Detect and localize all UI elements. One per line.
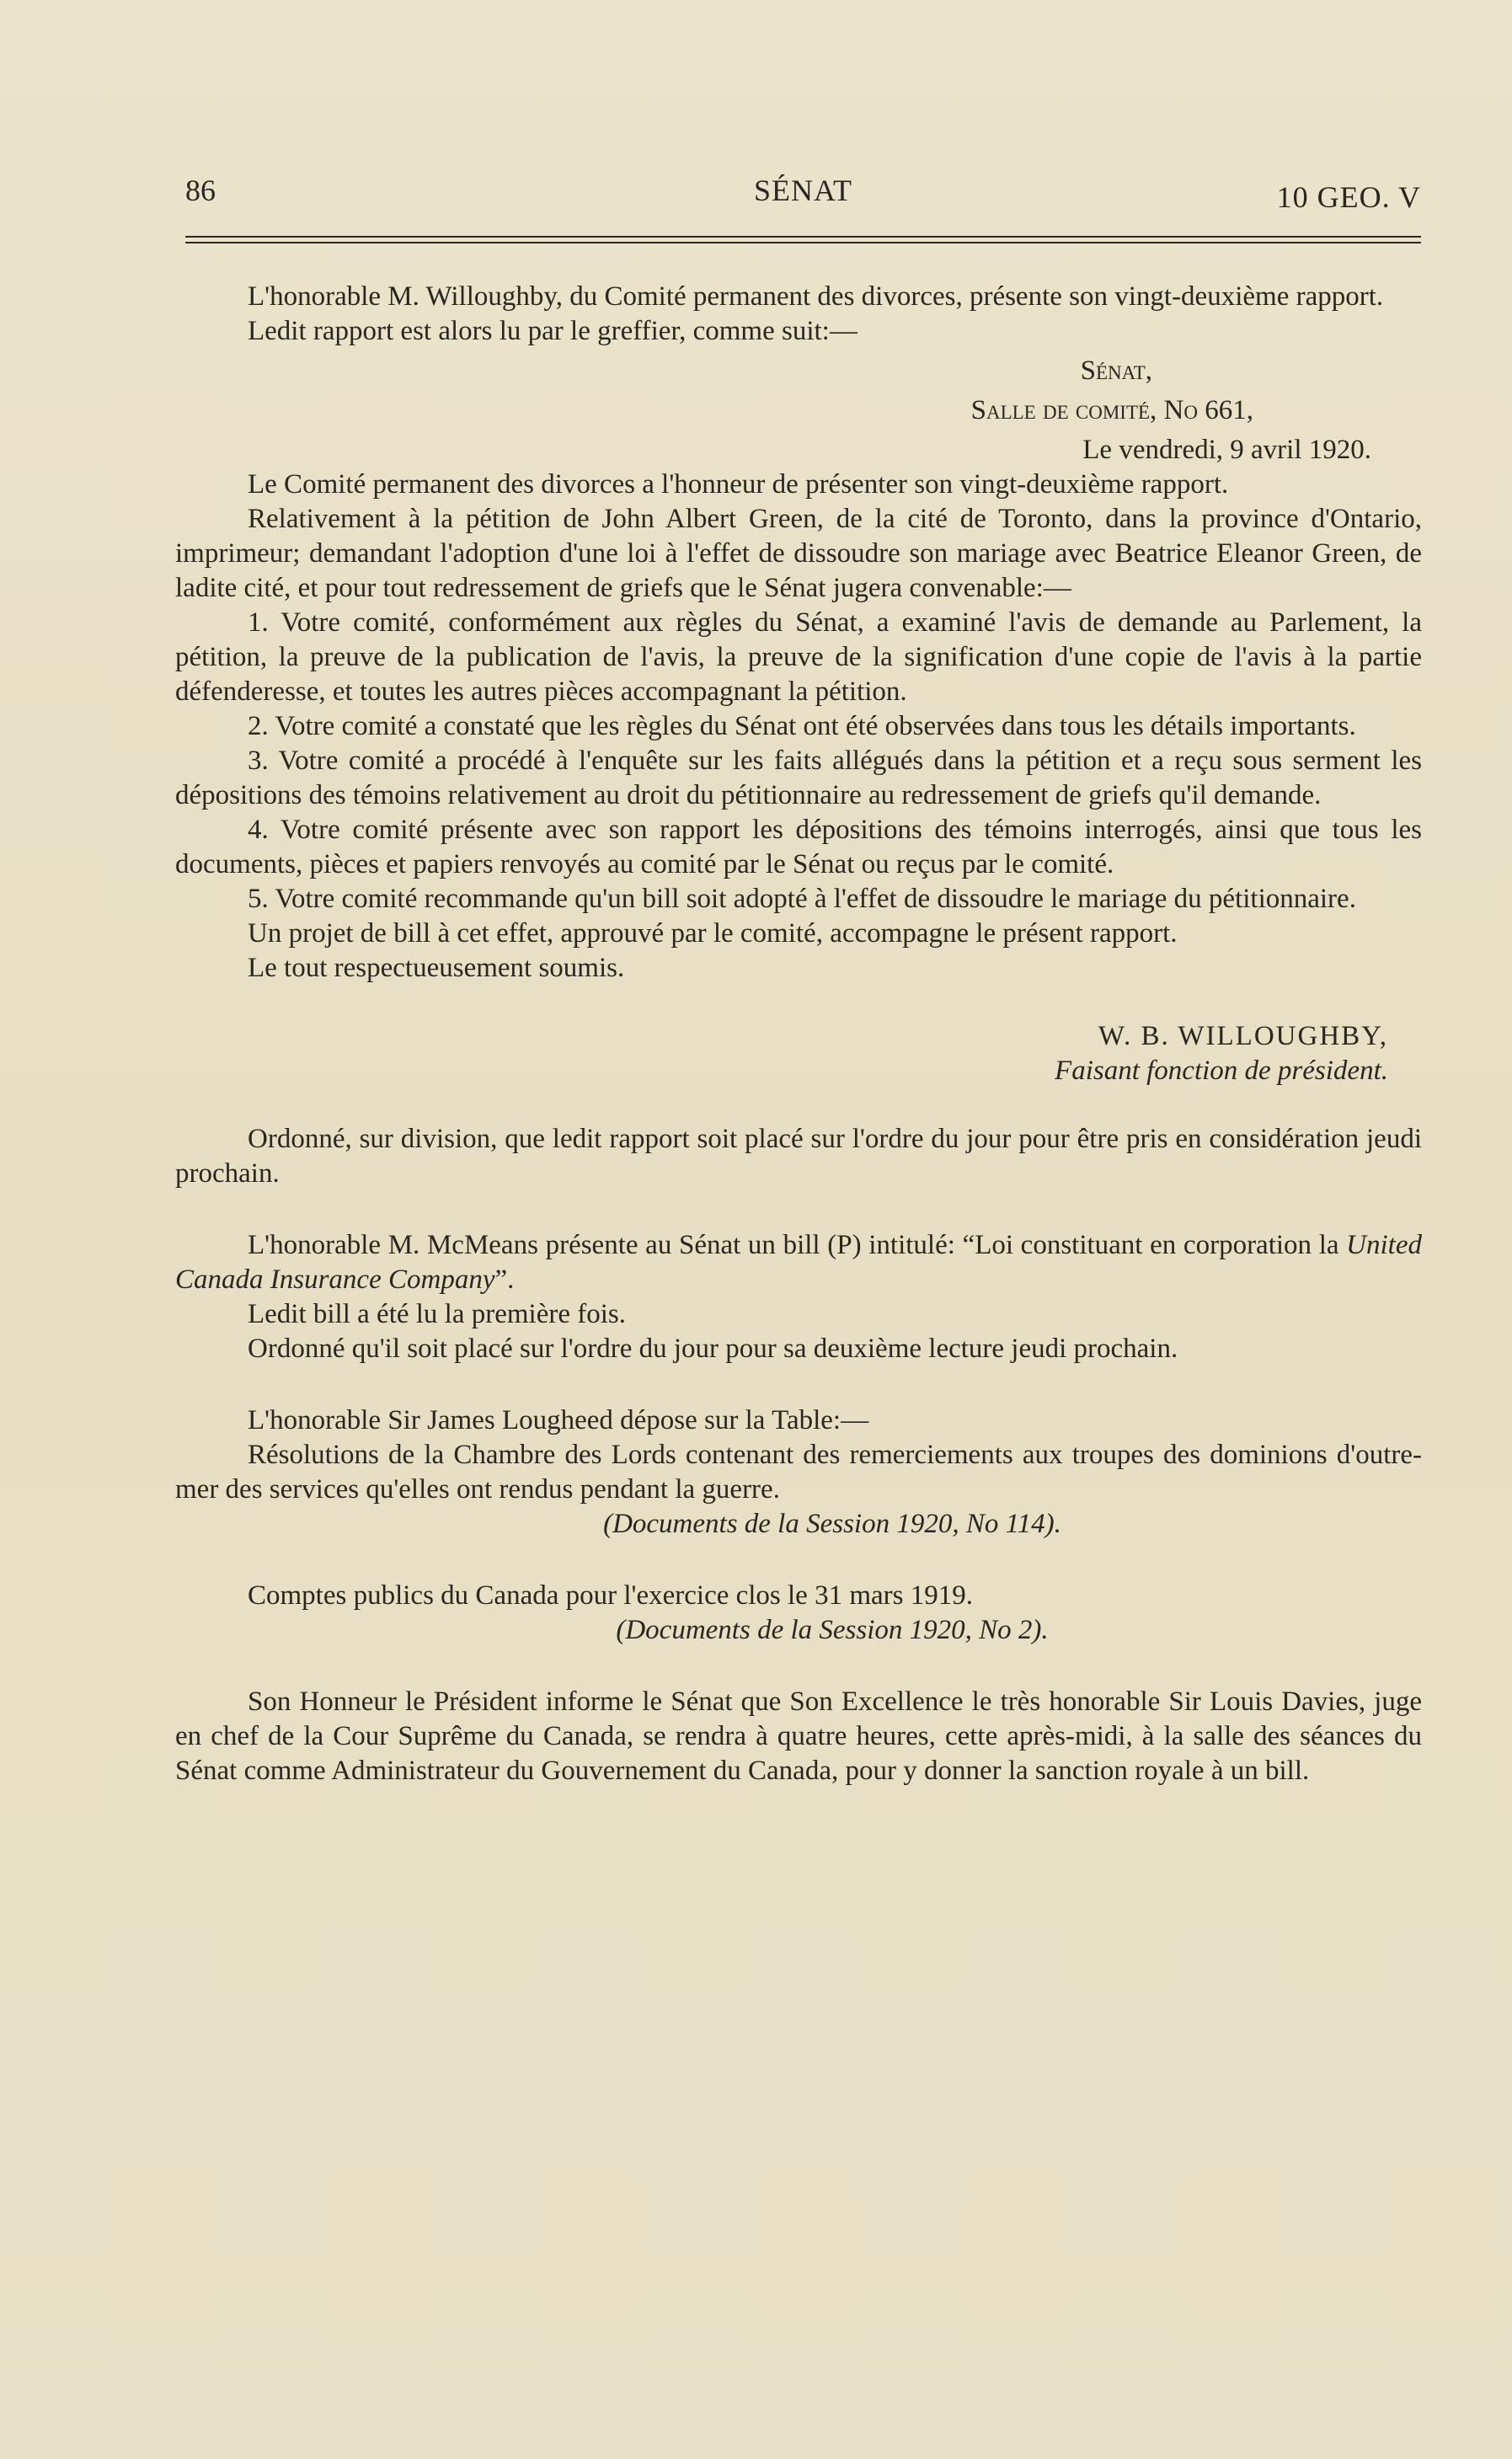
bill-first-reading: Ledit bill a été lu la première fois. xyxy=(248,1299,626,1329)
report-item-3: 3. Votre comité a procédé à l'enquête sur les faits allégués dans la pétition et a reçu sous serment les dépositions des témoins relativement au droit du pétitionnaire au redressement de griefs qu'il demande. xyxy=(175,746,1422,810)
report-heading-senate: Sénat, xyxy=(1080,355,1152,386)
table-intro: L'honorable Sir James Lougheed dépose sur la Table:— xyxy=(248,1405,869,1435)
signature-role: Faisant fonction de président. xyxy=(1055,1056,1388,1086)
report-petition: Relativement à la pétition de John Albert Green, de la cité de Toronto, dans la province d'Ontario, imprimeur; demandant l'adoption d'une loi à l'effet de dissoudre son mariage avec Beatrice Eleanor Green, de ladite cité, et pour tout redressement de griefs que le Sénat jugera convenable:— xyxy=(175,504,1422,603)
room-text: Salle de comité, No 661, xyxy=(970,395,1253,425)
report-honour: Le Comité permanent des divorces a l'honneur de présenter son vingt-deuxième rapport. xyxy=(248,469,1229,500)
report-item-1: 1. Votre comité, conformément aux règles du Sénat, a examiné l'avis de demande au Parlement, la pétition, la preuve de la publication de l'avis, la preuve de la signification d'une copie de l'avis à la partie défenderesse, et toutes les autres pièces accompagnant la pétition. xyxy=(175,607,1422,707)
page-body xyxy=(175,280,1422,1788)
page-header xyxy=(185,173,1421,223)
announcement: Son Honneur le Président informe le Sénat que Son Excellence le très honorable Sir Louis Davies, juge en chef de la Cour Suprême du Canada, se rendra à quatre heures, cette après-midi, à la salle des séances du Sénat comme Administrateur du Gouvernement du Canada, pour y donner la sanction royale à un bill. xyxy=(175,1687,1422,1786)
bill-intro-after: ”. xyxy=(494,1264,515,1295)
bill-order: Ordonné qu'il soit placé sur l'ordre du jour pour sa deuxième lecture jeudi prochain. xyxy=(248,1334,1178,1364)
bill-intro xyxy=(175,1228,1422,1297)
report-intro: L'honorable M. Willoughby, du Comité permanent des divorces, présente son vingt-deuxième rapport. xyxy=(248,281,1384,312)
bill-intro-before: L'honorable M. McMeans présente au Sénat un bill (P) intitulé: “Loi constituant en corporation la xyxy=(248,1230,1347,1260)
report-item-2: 2. Votre comité a constaté que les règles du Sénat ont été observées dans tous les détails importants. xyxy=(248,711,1356,741)
report-submitted: Le tout respectueusement soumis. xyxy=(248,953,625,983)
report-heading-room xyxy=(175,393,1253,428)
report-read-line: Ledit rapport est alors lu par le greffier, comme suit:— xyxy=(248,316,858,346)
report-order: Ordonné, sur division, que ledit rapport soit placé sur l'ordre du jour pour être pris en considération jeudi prochain. xyxy=(175,1124,1422,1189)
report-heading-date: Le vendredi, 9 avril 1920. xyxy=(1082,435,1371,465)
regnal-year: 10 GEO. V xyxy=(1276,180,1421,214)
page-title: SÉNAT xyxy=(753,174,852,207)
doc-reference-1: (Documents de la Session 1920, No 114). xyxy=(603,1509,1061,1539)
doc-reference-2: (Documents de la Session 1920, No 2). xyxy=(616,1615,1049,1645)
table-resolutions: Résolutions de la Chambre des Lords contenant des remerciements aux troupes des dominions d'outre-mer des services qu'elles ont rendus pendant la guerre. xyxy=(175,1440,1422,1505)
report-item-5: 5. Votre comité recommande qu'un bill soit adopté à l'effet de dissoudre le mariage du pétitionnaire. xyxy=(248,884,1356,914)
bill-company-name: United Canada Insurance Company xyxy=(175,1230,1422,1295)
report-bill-note: Un projet de bill à cet effet, approuvé par le comité, accompagne le présent rapport. xyxy=(248,918,1178,949)
signature-block xyxy=(175,1019,1388,1088)
signature-name: W. B. WILLOUGHBY, xyxy=(1098,1021,1388,1051)
table-accounts: Comptes publics du Canada pour l'exercice clos le 31 mars 1919. xyxy=(248,1580,973,1611)
report-item-4: 4. Votre comité présente avec son rapport les dépositions des témoins interrogés, ainsi que tous les documents, pièces et papiers renvoyés au comité par le Sénat ou reçus par le comité. xyxy=(175,815,1422,879)
page-number: 86 xyxy=(185,174,216,207)
header-double-rule xyxy=(185,236,1421,243)
